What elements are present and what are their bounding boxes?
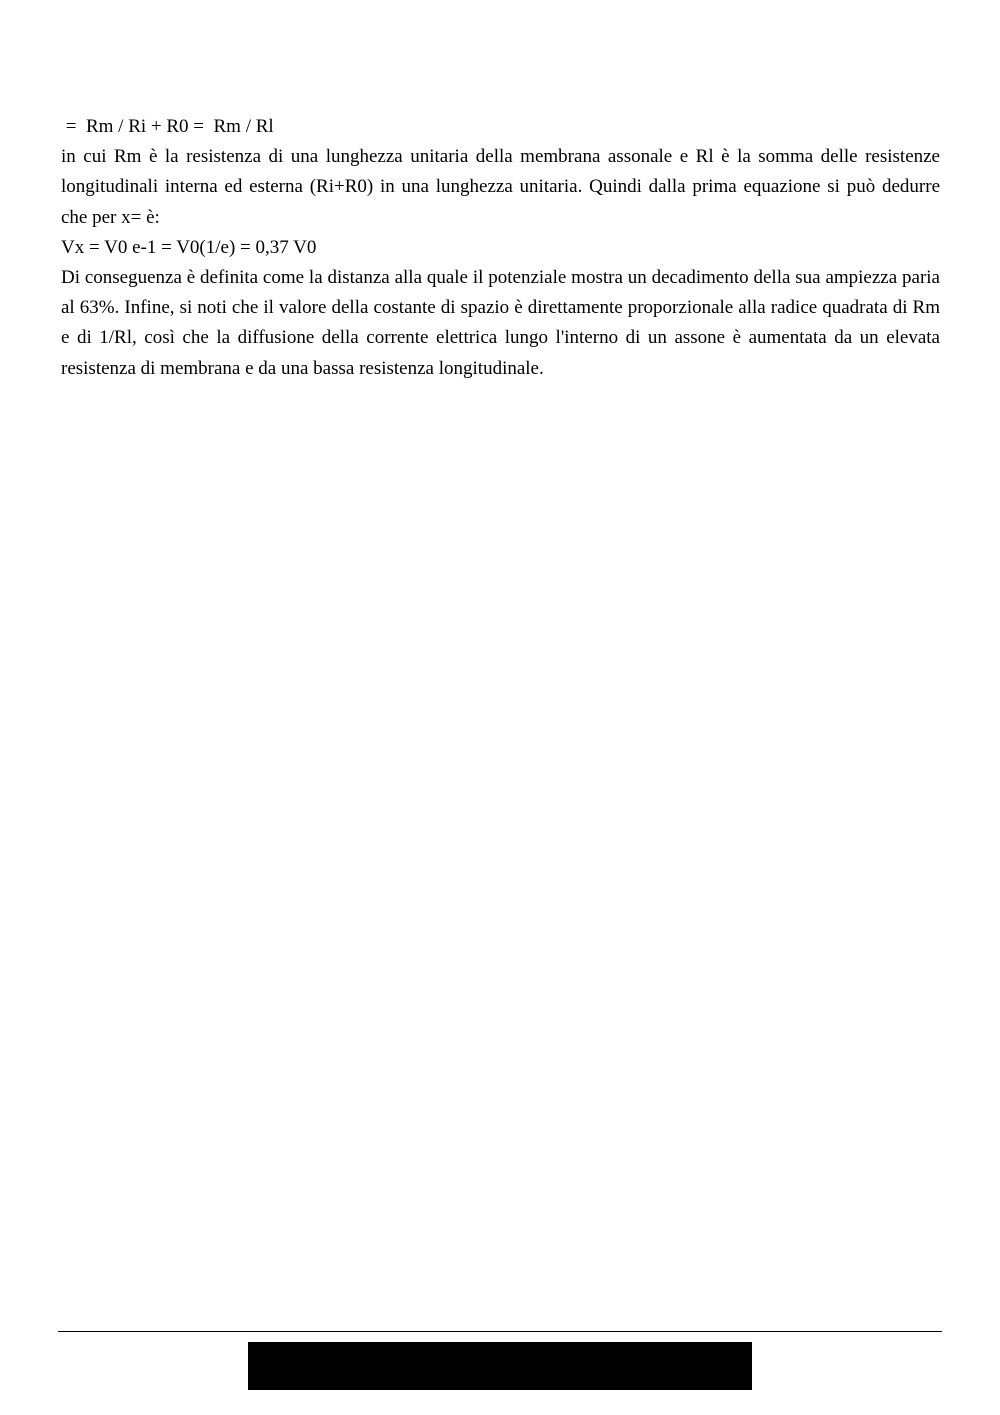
footer-redaction-bar <box>248 1342 752 1390</box>
formula-line: = Rm / Ri + R0 = Rm / Rl <box>61 116 274 137</box>
paragraph-conclusion: Di conseguenza è definita come la distanza alla quale il potenziale mostra un decadimento della sua ampiezza paria al 63%. Infine, si noti che il valore della costante di spazio è direttamente proporzionale alla radice quadrata di Rm e di 1/Rl, così che la diffusione della corrente elettrica lungo l'interno di un assone è aumentata da un elevata resistenza di membrana e da una bassa resistenza longitudinale. <box>61 267 940 379</box>
equation-line: Vx = V0 e-1 = V0(1/e) = 0,37 V0 <box>61 236 317 258</box>
footer-divider <box>58 1331 942 1332</box>
paragraph-definition: in cui Rm è la resistenza di una lunghezza unitaria della membrana assonale e Rl è la somma delle resistenze longitudinali interna ed esterna (Ri+R0) in una lunghezza unitaria. Quindi dalla prima equazione si può dedurre che per x= è: <box>61 146 940 228</box>
document-body <box>61 112 940 384</box>
